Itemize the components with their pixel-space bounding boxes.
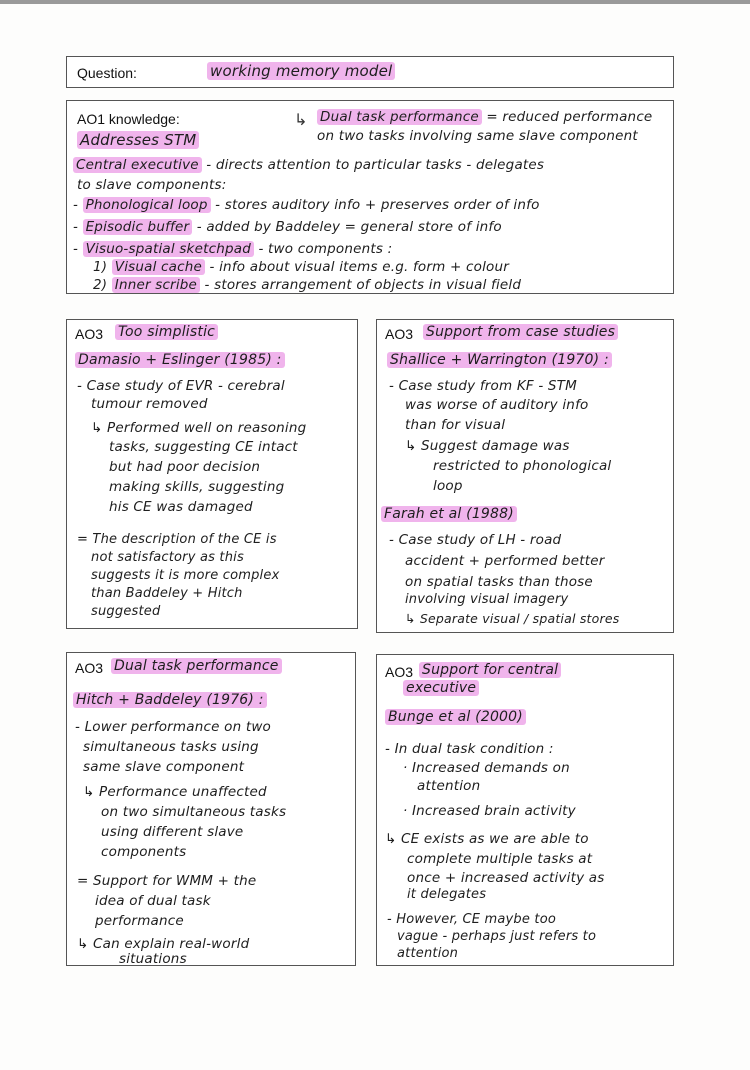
br-label: AO3: [385, 664, 414, 680]
question-topic: working memory model: [207, 62, 395, 80]
arrow-icon: ↳: [294, 110, 308, 129]
ao1-knowledge-box: [66, 100, 674, 294]
tr-line: loop: [433, 478, 463, 494]
tl-label: AO3: [75, 326, 104, 342]
revision-sheet: [0, 4, 750, 1070]
tl-line: but had poor decision: [109, 459, 261, 475]
ao3-too-simplistic-box: [66, 319, 358, 629]
tr-study-2: Farah et al (1988): [381, 506, 517, 522]
bl-study: Hitch + Baddeley (1976) :: [73, 692, 267, 708]
ao3-dual-task-box: [66, 652, 356, 966]
tr-line: restricted to phonological: [433, 458, 612, 474]
br-line: once + increased activity as: [407, 870, 605, 886]
br-line: it delegates: [407, 887, 487, 902]
tl-line: tasks, suggesting CE intact: [109, 439, 298, 455]
tl-line: his CE was damaged: [109, 499, 253, 515]
central-executive-line: Central executive - directs attention to particular tasks - delegates: [73, 157, 544, 173]
tr-line: - Case study of LH - road: [389, 532, 562, 548]
bl-line: situations: [119, 951, 187, 967]
bl-line: = Support for WMM + the: [77, 873, 257, 889]
tr-line: involving visual imagery: [405, 592, 569, 607]
ao1-label: AO1 knowledge:: [77, 111, 180, 127]
tr-line: than for visual: [405, 417, 506, 433]
tl-line: tumour removed: [91, 396, 208, 412]
central-executive-line-cont: to slave components:: [77, 177, 227, 193]
tl-line: not satisfactory as this: [91, 550, 244, 565]
dual-task-definition-cont: on two tasks involving same slave component: [317, 128, 638, 144]
tr-label: AO3: [385, 326, 414, 342]
episodic-buffer-line: - Episodic buffer - added by Baddeley = general store of info: [73, 219, 502, 235]
br-line: - In dual task condition :: [385, 741, 554, 757]
tl-line: making skills, suggesting: [109, 479, 285, 495]
tr-study-1: Shallice + Warrington (1970) :: [387, 352, 612, 368]
bl-line: ↳ Performance unaffected: [83, 784, 267, 800]
tl-line: = The description of the CE is: [77, 532, 277, 547]
inner-scribe-line: 2) Inner scribe - stores arrangement of objects in visual field: [93, 277, 522, 293]
addresses-stm: Addresses STM: [77, 131, 199, 149]
visual-cache-line: 1) Visual cache - info about visual items e.g. form + colour: [93, 259, 509, 275]
phonological-loop-line: - Phonological loop - stores auditory info + preserves order of info: [73, 197, 540, 213]
tr-line: accident + performed better: [405, 553, 605, 569]
br-line: complete multiple tasks at: [407, 851, 593, 867]
tl-line: suggested: [91, 604, 161, 619]
tl-heading: Too simplistic: [115, 324, 218, 340]
dual-task-definition: Dual task performance = reduced performance: [317, 109, 652, 125]
br-line: · Increased brain activity: [403, 803, 576, 819]
tr-line: was worse of auditory info: [405, 397, 589, 413]
br-study: Bunge et al (2000): [385, 709, 526, 725]
tl-line: suggests it is more complex: [91, 568, 280, 583]
ao3-case-studies-box: [376, 319, 674, 633]
br-line: ↳ CE exists as we are able to: [385, 831, 589, 847]
tr-line: ↳ Separate visual / spatial stores: [405, 611, 620, 626]
tl-line: - Case study of EVR - cerebral: [77, 378, 285, 394]
bl-heading: Dual task performance: [111, 658, 282, 674]
tl-line: than Baddeley + Hitch: [91, 586, 243, 601]
bl-line: components: [101, 844, 187, 860]
tr-line: - Case study from KF - STM: [389, 378, 577, 394]
bl-label: AO3: [75, 660, 104, 676]
br-line: vague - perhaps just refers to: [397, 929, 597, 944]
bl-line: idea of dual task: [95, 893, 211, 909]
tl-study: Damasio + Eslinger (1985) :: [75, 352, 285, 368]
question-label: Question:: [77, 65, 137, 81]
tr-heading: Support from case studies: [423, 324, 618, 340]
ao3-central-executive-box: [376, 654, 674, 966]
br-line: attention: [417, 778, 481, 794]
br-line: · Increased demands on: [403, 760, 570, 776]
br-line: - However, CE maybe too: [387, 912, 557, 927]
bl-line: performance: [95, 913, 184, 929]
bl-line: - Lower performance on two: [75, 719, 272, 735]
bl-line: using different slave: [101, 824, 244, 840]
tl-line: ↳ Performed well on reasoning: [91, 420, 307, 436]
bl-line: on two simultaneous tasks: [101, 804, 287, 820]
tr-line: ↳ Suggest damage was: [405, 438, 570, 454]
visuo-spatial-line: - Visuo-spatial sketchpad - two components :: [73, 241, 393, 257]
bl-line: simultaneous tasks using: [83, 739, 259, 755]
tr-line: on spatial tasks than those: [405, 574, 593, 590]
br-heading-cont: executive: [403, 680, 479, 696]
bl-line: ↳ Can explain real-world: [77, 936, 250, 952]
question-box: [66, 56, 674, 88]
br-heading: Support for central: [419, 662, 561, 678]
br-line: attention: [397, 946, 459, 961]
bl-line: same slave component: [83, 759, 245, 775]
